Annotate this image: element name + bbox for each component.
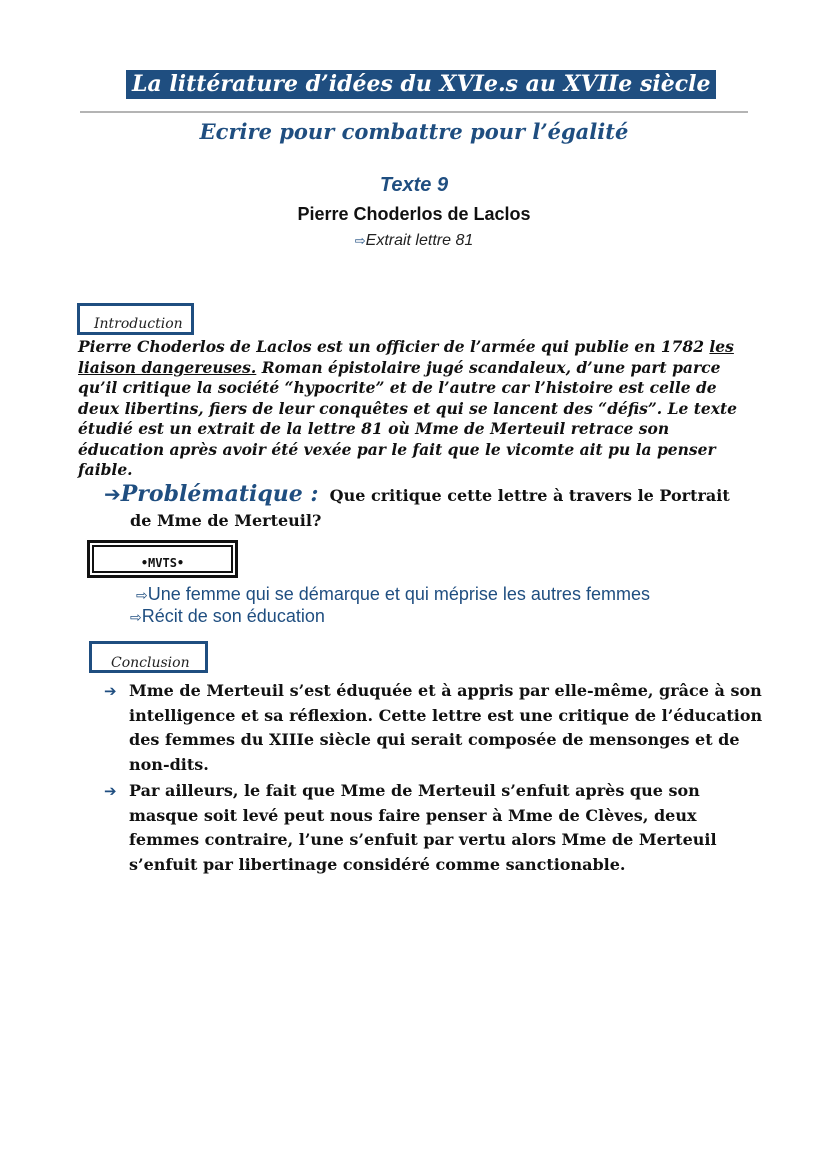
list-item xyxy=(130,605,325,629)
hollow-arrow-icon: ⇨ xyxy=(130,610,142,626)
introduction-paragraph xyxy=(78,337,748,481)
intro-text-part1: Pierre Choderlos de Laclos est un officier de l’armée qui publie en 1782 xyxy=(78,337,710,356)
mvts-item-text: Récit de son éducation xyxy=(141,606,325,626)
mvts-heading-box xyxy=(87,540,238,578)
conclusion-point-text: Mme de Merteuil s’est éduquée et à appris par elle-même, grâce à son intelligence et sa réflexion. Cette lettre est une critique de l’éducation des femmes du XIIIe siècle qui serait composée de mensonges et de non-dits. xyxy=(129,681,763,774)
mvts-label: •MVTS• xyxy=(140,556,185,570)
hollow-arrow-icon: ⇨ xyxy=(354,234,366,249)
right-arrow-icon: ➔ xyxy=(104,682,117,700)
conclusion-point xyxy=(104,779,764,877)
document-subtitle: Ecrire pour combattre pour l’égalité xyxy=(199,119,629,144)
document-title: La littérature d’idées du XVIe.s au XVIIe siècle xyxy=(126,70,716,99)
introduction-label: Introduction xyxy=(94,316,183,332)
right-arrow-icon: ➔ xyxy=(104,782,117,800)
text-number: Texte 9 xyxy=(379,174,449,196)
problematique-label: Problématique : xyxy=(120,481,319,507)
conclusion-point-text: Par ailleurs, le fait que Mme de Merteuil s’enfuit après que son masque soit levé peut nous faire penser à Mme de Clèves, deux femmes contraire, l’une s’enfuit par vertu alors Mme de Merteuil s’enfuit par libertinage considéré comme sanctionable. xyxy=(129,781,717,874)
conclusion-heading-box xyxy=(89,641,208,673)
extract-line xyxy=(0,230,828,253)
introduction-heading-box xyxy=(77,303,194,335)
problematique-line xyxy=(104,482,764,508)
problematique-question-cont: de Mme de Merteuil? xyxy=(130,511,322,530)
problematique-question: Que critique cette lettre à travers le Portrait xyxy=(329,486,730,505)
conclusion-point xyxy=(104,679,764,777)
list-item xyxy=(136,583,650,607)
author-name: Pierre Choderlos de Laclos xyxy=(297,204,531,224)
mvts-item-text: Une femme qui se démarque et qui méprise les autres femmes xyxy=(147,584,650,604)
conclusion-label: Conclusion xyxy=(111,655,190,671)
hollow-arrow-icon: ⇨ xyxy=(136,588,148,604)
intro-book-title: les liaison dangereuses. xyxy=(78,337,734,377)
right-arrow-icon: ➔ xyxy=(104,482,121,506)
title-divider xyxy=(80,111,748,113)
intro-text-part2: Roman épistolaire jugé scandaleux, d’une part parce qu’il critique la société “hypocrite” et de l’autre car l’histoire est celle de deux libertins, fiers de leur conquêtes et qui se lancent des “défis”. Le texte étudié est un extrait de la lettre 81 où Mme de Merteuil retrace son éducation après avoir été vexée par le fait que le vicomte ait pu la penser faible. xyxy=(78,357,738,479)
extract-label: Extrait lettre 81 xyxy=(365,232,474,249)
